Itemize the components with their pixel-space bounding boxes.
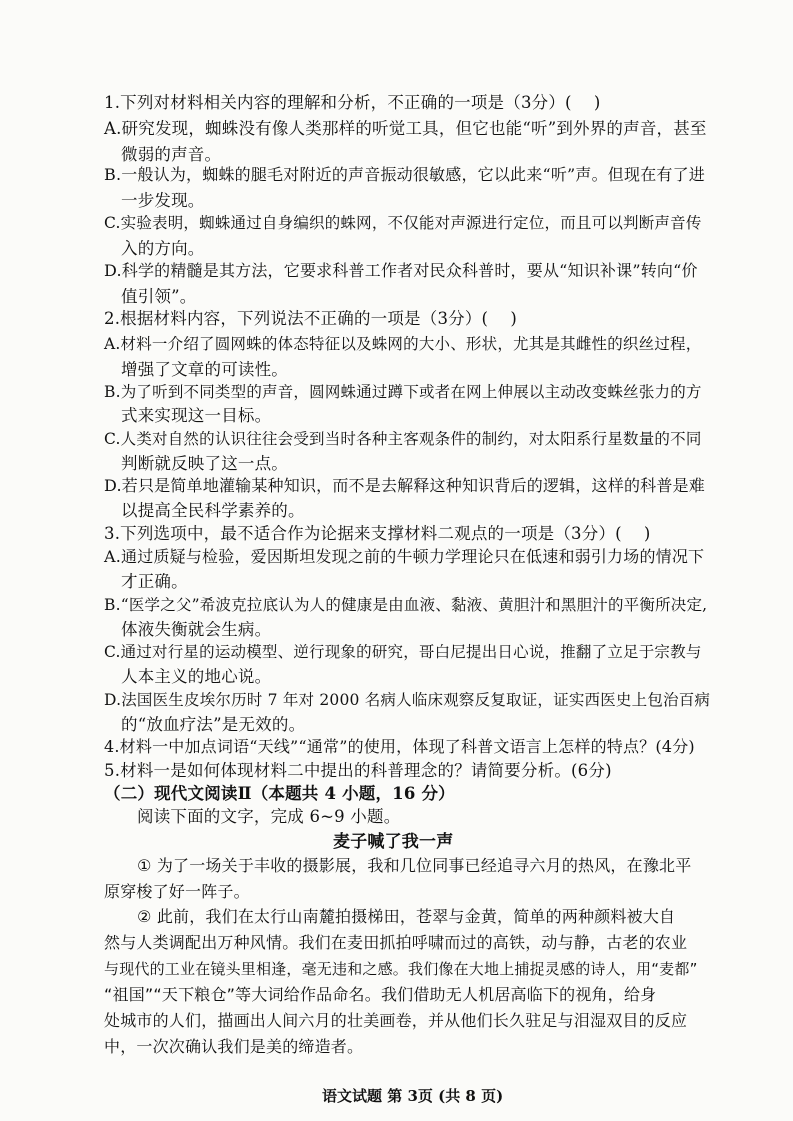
q2-option-d-cont: 以提高全民科学素养的。 bbox=[121, 501, 305, 520]
q2-option-b-cont: 式来实现这一目标。 bbox=[121, 406, 272, 425]
q4-stem: 4.材料一中加点词语“天线”“通常”的使用，体现了科普文语言上怎样的特点？(4分) bbox=[104, 737, 695, 756]
q3-option-a: A.通过质疑与检验，爱因斯坦发现之前的牛顿力学理论只在低速和弱引力场的情况下 bbox=[104, 547, 705, 566]
reading-instruction: 阅读下面的文字，完成 6~9 小题。 bbox=[137, 807, 401, 826]
q1-option-d-cont: 值引领”。 bbox=[121, 287, 197, 306]
q1-option-d: D.科学的精髓是其方法，它要求科普工作者对民众科普时，要从“知识补课”转向“价 bbox=[104, 261, 698, 280]
q1-option-c-cont: 入的方向。 bbox=[121, 239, 205, 258]
q3-option-c-cont: 人本主义的地心说。 bbox=[121, 667, 272, 686]
paragraph-2-line-4: “祖国”“天下粮仓”等大词给作品命名。我们借助无人机居高临下的视角，给身 bbox=[104, 985, 657, 1004]
q3-option-d: D.法国医生皮埃尔历时 7 年对 2000 名病人临床观察反复取证，证实西医史上包治百病 bbox=[104, 691, 711, 709]
paragraph-2-line-1: ② 此前，我们在太行山南麓拍摄梯田，苍翠与金黄，简单的两种颜料被大自 bbox=[137, 907, 676, 926]
q2-option-b: B.为了听到不同类型的声音，圆网蛛通过蹲下或者在网上伸展以主动改变蛛丝张力的方 bbox=[104, 383, 702, 401]
q3-option-a-cont: 才正确。 bbox=[121, 572, 188, 591]
section-heading: （二）现代文阅读Ⅱ（本题共 4 小题，16 分） bbox=[104, 784, 455, 803]
q2-option-a: A.材料一介绍了圆网蛛的体态特征以及蛛网的大小、形状，尤其是其雌性的织丝过程， bbox=[104, 335, 702, 353]
page-footer: 语文试题 第 3页 (共 8 页) bbox=[322, 1087, 504, 1105]
q1-option-b-cont: 一步发现。 bbox=[121, 191, 205, 210]
paragraph-1-line-1: ① 为了一场关于丰收的摄影展，我和几位同事已经追寻六月的热风，在豫北平 bbox=[137, 856, 692, 875]
q1-option-c: C.实验表明，蜘蛛通过自身编织的蛛网，不仅能对声源进行定位，而且可以判断声音传 bbox=[104, 214, 702, 232]
paragraph-1-line-2: 原穿梭了好一阵子。 bbox=[104, 882, 250, 901]
paragraph-2-line-3: 与现代的工业在镜头里相逢，毫无违和之感。我们像在大地上捕捉灵感的诗人，用“麦都” bbox=[104, 960, 698, 978]
q1-option-a-cont: 微弱的声音。 bbox=[121, 145, 222, 164]
q1-option-a: A.研究发现，蜘蛛没有像人类那样的听觉工具，但它也能“听”到外界的声音，甚至 bbox=[104, 119, 707, 138]
paragraph-2-line-6: 中，一次次确认我们是美的缔造者。 bbox=[104, 1037, 364, 1056]
story-title: 麦子喊了我一声 bbox=[333, 832, 454, 852]
q3-option-d-cont: 的“放血疗法”是无效的。 bbox=[121, 715, 306, 734]
q5-stem: 5.材料一是如何体现材料二中提出的科普理念的？请简要分析。(6分) bbox=[104, 761, 612, 780]
q3-option-b: B.“医学之父”希波克拉底认为人的健康是由血液、黏液、黄胆汁和黑胆汁的平衡所决定, bbox=[104, 596, 708, 614]
q2-option-c-cont: 判断就反映了这一点。 bbox=[121, 454, 288, 473]
paragraph-2-line-5: 处城市的人们，描画出人间六月的壮美画卷，并从他们长久驻足与泪湿双目的反应 bbox=[104, 1011, 688, 1030]
q1-option-b: B.一般认为，蜘蛛的腿毛对附近的声音振动很敏感，它以此来“听”声。但现在有了进 bbox=[104, 165, 706, 184]
q3-option-b-cont: 体液失衡就会生病。 bbox=[121, 620, 272, 639]
q3-option-c: C.通过对行星的运动模型、逆行现象的研究，哥白尼提出日心说，推翻了立足于宗教与 bbox=[104, 643, 702, 661]
q2-option-a-cont: 增强了文章的可读性。 bbox=[121, 360, 288, 379]
q2-option-d: D.若只是简单地灌输某种知识，而不是去解释这种知识背后的逻辑，这样的科普是难 bbox=[104, 476, 705, 495]
paragraph-2-line-2: 然与人类调配出万种风情。我们在麦田抓拍呼啸而过的高铁，动与静，古老的农业 bbox=[104, 933, 688, 952]
q2-option-c: C.人类对自然的认识往往会受到当时各种主客观条件的制约，对太阳系行星数量的不同 bbox=[104, 430, 702, 448]
q3-stem: 3.下列选项中，最不适合作为论据来支撑材料二观点的一项是（3分）( ) bbox=[104, 524, 651, 543]
q1-stem: 1.下列对材料相关内容的理解和分析，不正确的一项是（3分）( ) bbox=[104, 93, 601, 112]
q2-stem: 2.根据材料内容，下列说法不正确的一项是（3分）( ) bbox=[104, 309, 517, 328]
